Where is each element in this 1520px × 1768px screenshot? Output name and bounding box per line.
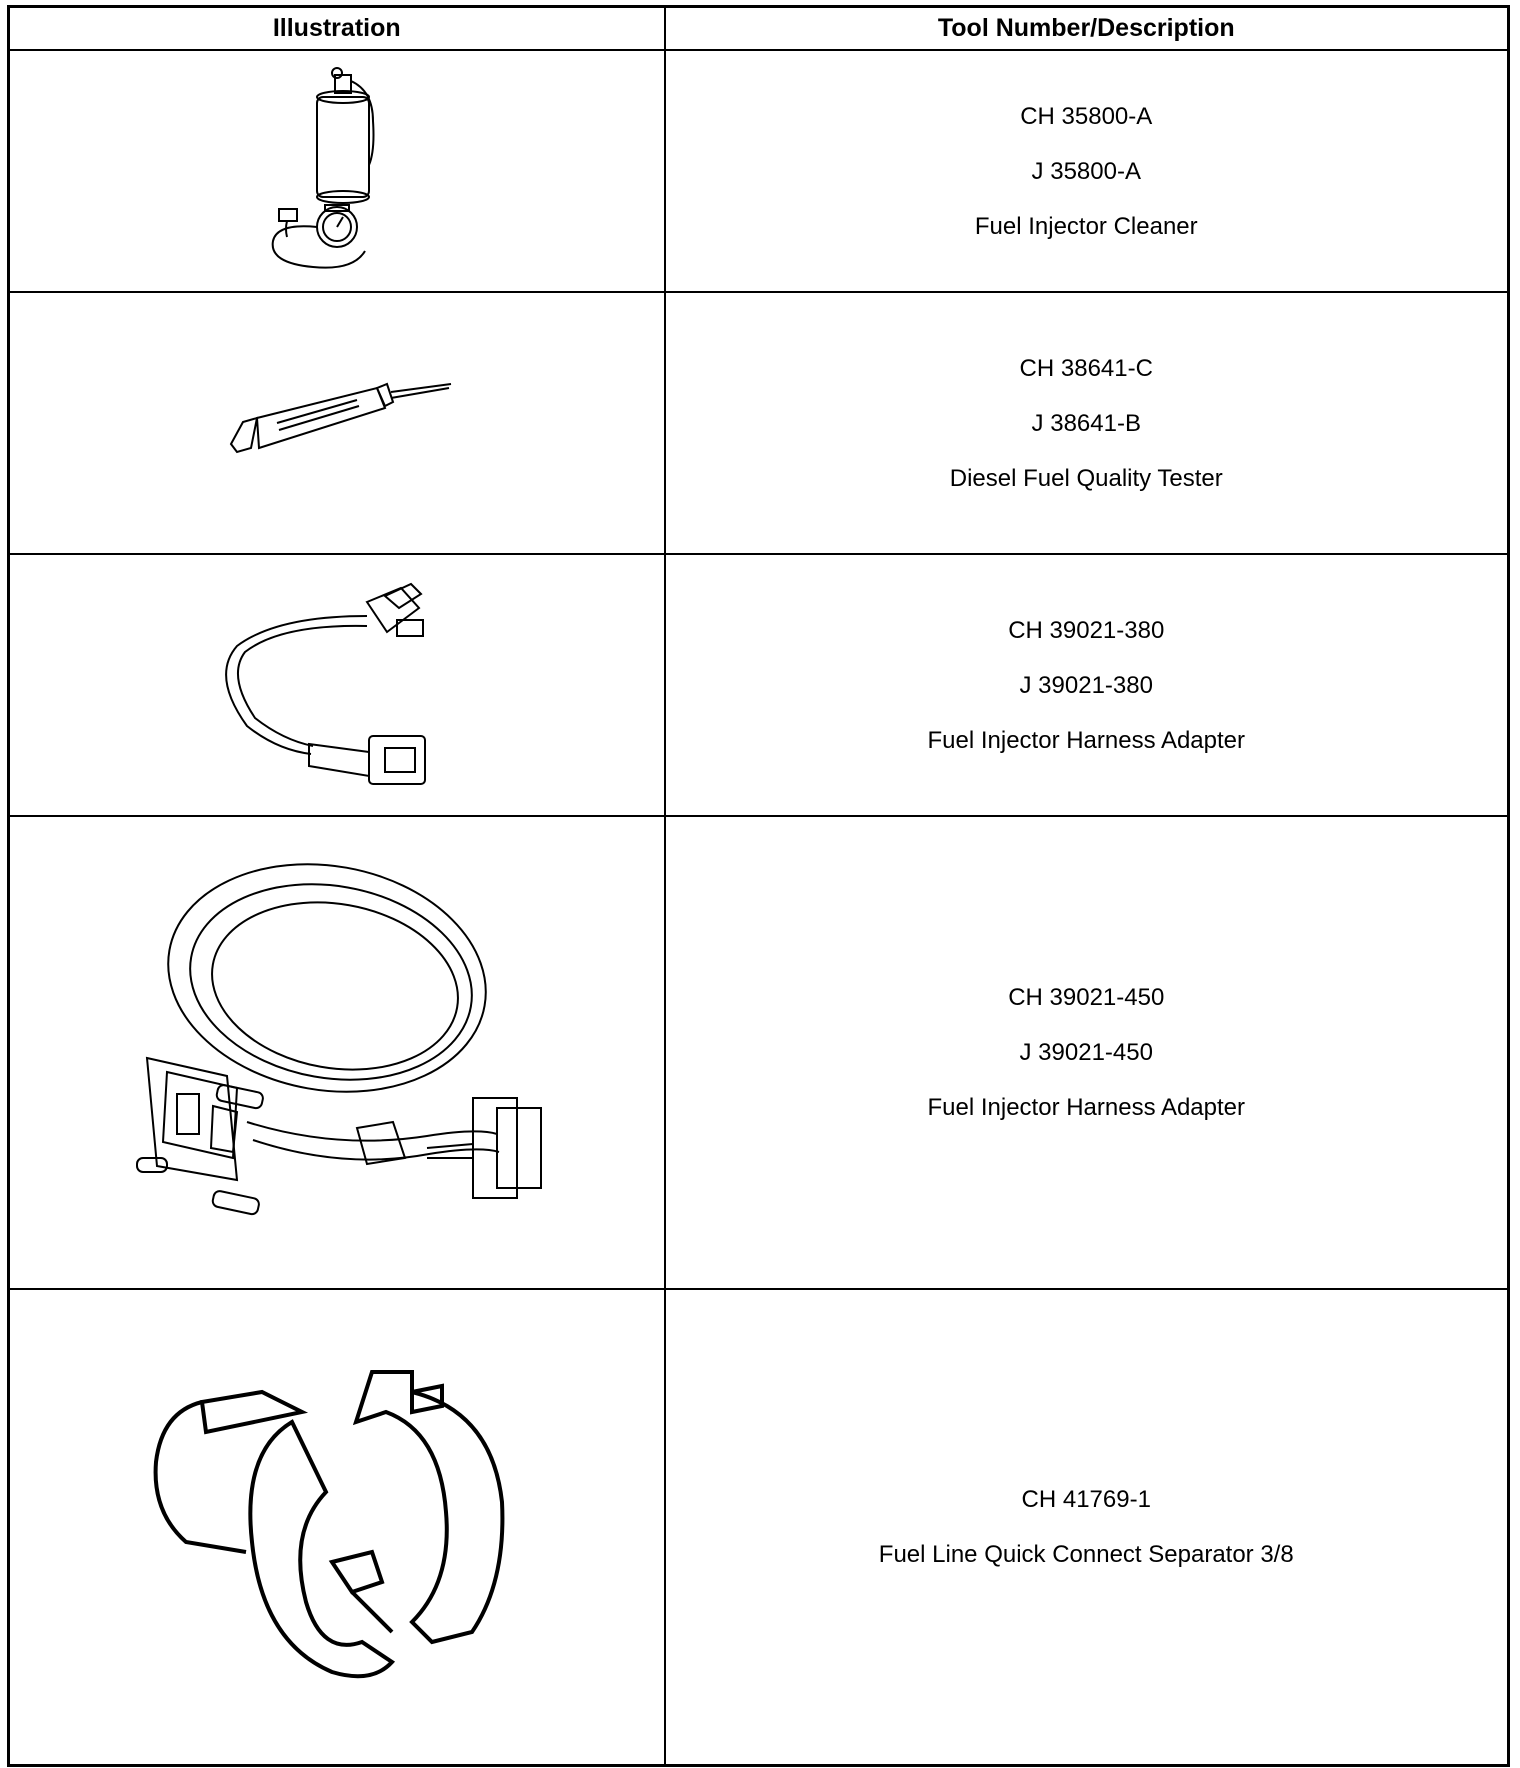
illustration-cell [9, 1289, 665, 1765]
description-cell [665, 292, 1509, 554]
tool-description: Fuel Injector Cleaner [974, 212, 1198, 240]
table-row [9, 50, 1509, 292]
ch-tool-number: CH 41769-1 [1021, 1485, 1151, 1513]
table-row [9, 1289, 1509, 1765]
harness-adapter-450-icon [127, 858, 547, 1248]
harness-adapter-380-icon [217, 580, 457, 790]
ch-tool-number: CH 35800-A [1020, 102, 1153, 130]
j-tool-number: J 38641-B [1031, 409, 1141, 437]
illustration-cell [9, 816, 665, 1289]
quick-connect-separator-icon [142, 1362, 532, 1692]
illustration-cell [9, 50, 665, 292]
illustration-cell [9, 554, 665, 816]
j-tool-number: J 35800-A [1031, 157, 1141, 185]
description-cell [665, 1289, 1509, 1765]
table-row [9, 292, 1509, 554]
description-cell [665, 50, 1509, 292]
header-tool-number: Tool Number/Description [665, 7, 1509, 51]
header-row [9, 7, 1509, 51]
j-tool-number: J 39021-450 [1019, 1039, 1153, 1066]
table-row [9, 816, 1509, 1289]
description-cell [665, 554, 1509, 816]
j-tool-number: J 39021-380 [1019, 671, 1153, 699]
ch-tool-number: CH 38641-C [1019, 354, 1153, 382]
tool-description: Fuel Injector Harness Adapter [927, 1094, 1245, 1121]
illustration-cell [9, 292, 665, 554]
table-row [9, 554, 1509, 816]
description-cell [665, 816, 1509, 1289]
ch-tool-number: CH 39021-380 [1008, 616, 1165, 644]
header-illustration: Illustration [9, 7, 665, 51]
tool-description: Fuel Injector Harness Adapter [927, 726, 1245, 754]
tool-description: Diesel Fuel Quality Tester [949, 464, 1223, 492]
fuel-quality-tester-icon [217, 378, 457, 468]
ch-tool-number: CH 39021-450 [1008, 984, 1165, 1011]
tool-description: Fuel Line Quick Connect Separator 3/8 [878, 1540, 1294, 1568]
tool-table [7, 5, 1510, 1767]
fuel-injector-cleaner-icon [257, 61, 417, 281]
